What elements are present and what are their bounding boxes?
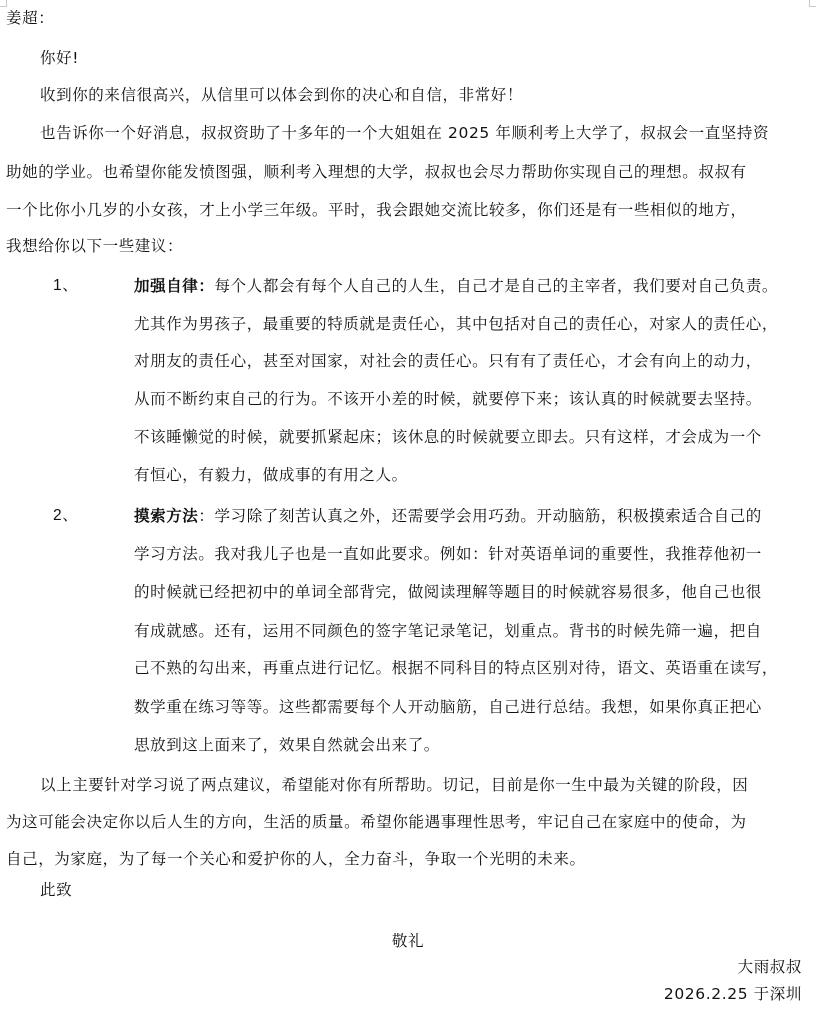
date-place: 2026.2.25 于深圳 — [663, 985, 802, 1003]
salutation: 姜超： — [6, 9, 55, 27]
intro-paragraph: 收到你的来信很高兴，从信里可以体会到你的决心和自信，非常好！ — [40, 86, 524, 104]
suggestion-line: 的时候就已经把初中的单词全部背完，做阅读理解等题目的时候就容易很多，他自己也很 — [134, 583, 762, 601]
suggestion-text: 每个人都会有每个人自己的人生，自己才是自己的主宰者，我们要对自己负责。 — [214, 277, 779, 295]
suggestion-line: 数学重在练习等等。这些都需要每个人开动脑筋，自己进行总结。我想，如果你真正把心 — [134, 698, 762, 716]
suggestion-line: 己不熟的勾出来，再重点进行记忆。根据不同科目的特点区别对待，语文、英语重在读写， — [134, 659, 779, 677]
closing-jing-li: 敬礼 — [391, 932, 425, 950]
suggestion-line: 学习方法。我对我儿子也是一直如此要求。例如：针对英语单词的重要性，我推荐他初一 — [134, 545, 762, 563]
suggestion-line: 尤其作为男孩子，最重要的特质就是责任心，其中包括对自己的责任心，对家人的责任心， — [134, 315, 779, 333]
paragraph-line: 以上主要针对学习说了两点建议，希望能对你有所帮助。切记，目前是你一生中最为关键的阶段，因 — [40, 776, 749, 794]
suggestion-line: 对朋友的责任心，甚至对国家，对社会的责任心。只有有了责任心，才会有向上的动力， — [134, 352, 762, 370]
paragraph-line: 也告诉你一个好消息，叔叔资助了十多年的一个大姐姐在 2025 年顺利考上大学了，叔叔会一直坚持资 — [40, 124, 770, 142]
list-number: 1、 — [53, 277, 79, 294]
list-number: 2、 — [53, 507, 79, 524]
page-corner-mark-right — [809, 0, 816, 7]
paragraph-line: 助她的学业。也希望你能发愤图强，顺利考入理想的大学，叔叔也会尽力帮助你实现自己的理想。叔叔有 — [6, 163, 747, 181]
suggestion-line: 有恒心，有毅力，做成事的有用之人。 — [134, 466, 408, 484]
closing-ci-zhi: 此致 — [40, 881, 73, 899]
suggestion-line — [134, 276, 778, 296]
paragraph-line: 我想给你以下一些建议： — [6, 237, 184, 255]
suggestion-line: 从而不断约束自己的行为。不该开小差的时候，就要停下来；该认真的时候就要去坚持。 — [134, 390, 762, 408]
suggestion-title: 摸索方法 — [134, 507, 199, 525]
signature: 大雨叔叔 — [737, 958, 802, 976]
paragraph-line: 自己，为家庭，为了每一个关心和爱护你的人，全力奋斗，争取一个光明的未来。 — [6, 850, 586, 868]
page-corner-mark-left — [0, 0, 7, 7]
suggestion-line: 思放到这上面来了，效果自然就会出来了。 — [134, 736, 440, 754]
suggestion-text: ：学习除了刻苦认真之外，还需要学会用巧劲。开动脑筋，积极摸索适合自己的 — [198, 507, 762, 525]
suggestion-line: 不该睡懒觉的时候，就要抓紧起床；该休息的时候就要立即去。只有这样，才会成为一个 — [134, 428, 762, 446]
suggestion-line — [134, 506, 762, 526]
suggestion-title: 加强自律： — [134, 277, 215, 295]
paragraph-line: 一个比你小几岁的小女孩，才上小学三年级。平时，我会跟她交流比较多，你们还是有一些相似的地方， — [6, 201, 747, 219]
paragraph-line: 为这可能会决定你以后人生的方向，生活的质量。希望你能遇事理性思考，牢记自己在家庭中的使命，为 — [6, 813, 747, 831]
greeting: 你好! — [40, 49, 80, 67]
suggestion-line: 有成就感。还有，运用不同颜色的签字笔记录笔记，划重点。背书的时候先筛一遍，把自 — [134, 622, 762, 640]
